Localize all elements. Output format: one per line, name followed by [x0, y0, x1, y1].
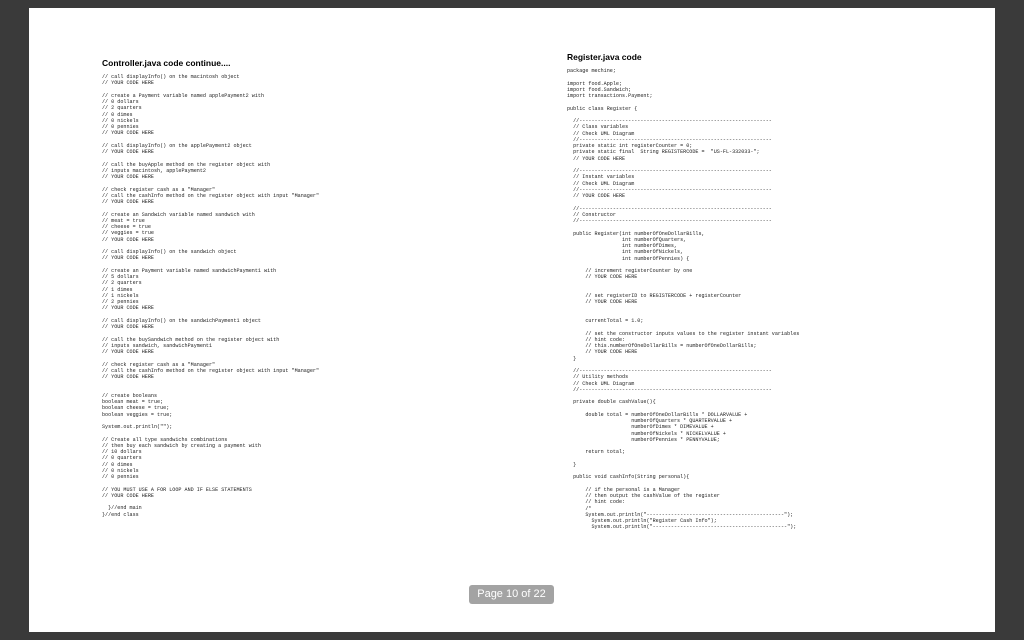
code-line: // 10 dollars: [102, 449, 142, 455]
code-line: // create booleans: [102, 392, 158, 399]
code-line: public Register(int numberOfOneDollarBills,: [567, 230, 705, 237]
controller-code-column: [102, 58, 502, 518]
code-line: import food.Apple;: [567, 80, 623, 87]
code-line: // 2 quarters: [102, 105, 142, 112]
code-line: // Check UML Diagram: [567, 180, 635, 187]
code-line: // meat = true: [102, 217, 145, 224]
code-line: private static final String REGISTERCODE = "US-FL-332033-";: [567, 149, 760, 156]
code-line: currentTotal = 1.0;: [567, 318, 644, 324]
code-line: // check register cash as a "Manager": [102, 361, 216, 368]
code-line: // if the personal is a Manager: [567, 486, 681, 493]
code-line: //---------------------------------------------------------------: [567, 368, 772, 374]
code-line: boolean veggies = true;: [102, 411, 173, 418]
code-line: //---------------------------------------------------------------: [567, 218, 772, 224]
code-line: // YOUR CODE HERE: [567, 299, 638, 306]
code-line: // call the buyApple method on the register object with: [102, 161, 271, 168]
code-line: // 2 quarters: [102, 280, 142, 287]
code-line: // 2 pennies: [102, 299, 139, 305]
code-line: public void cashInfo(String personal){: [567, 474, 690, 481]
code-line: numberOfDimes * DIMEVALUE +: [567, 424, 714, 431]
code-line: // create an Sandwich variable named sandwich with: [102, 211, 255, 218]
code-line: // Create all type sandwichs combinations: [102, 436, 228, 443]
code-line: import food.Sandwich;: [567, 86, 632, 93]
code-line: //---------------------------------------------------------------: [567, 136, 772, 143]
code-line: // call displayInfo() on the sandwichPayment1 object: [102, 317, 261, 324]
code-line: // call the cashInfo method on the register object with input "Manager": [102, 367, 320, 374]
code-line: // Instant variables: [567, 174, 635, 181]
code-line: }: [567, 461, 577, 468]
code-line: numberOfPennies * PENNYVALUE;: [567, 436, 720, 443]
controller-code-block: [102, 74, 502, 518]
code-line: numberOfNickels * NICKELVALUE +: [567, 430, 726, 437]
code-line: System.out.println("");: [102, 424, 173, 430]
code-line: // call the cashInfo method on the register object with input "Manager": [102, 192, 320, 199]
code-line: }//end class: [102, 511, 139, 518]
code-line: // increment registerCounter by one: [567, 268, 693, 274]
document-page: [29, 8, 995, 632]
code-line: // 5 dollars: [102, 274, 139, 280]
code-line: // inputs sandwich, sandwichPayment1: [102, 342, 213, 349]
register-section-heading: Register.java code: [567, 52, 642, 62]
code-line: // create a Payment variable named applePayment2 with: [102, 92, 265, 99]
page-indicator: Page 10 of 22: [469, 585, 554, 604]
code-line: // 0 nickels: [102, 117, 139, 124]
code-line: double total = numberOfOneDollarBills * DOLLARVALUE +: [567, 411, 748, 418]
code-line: // inputs macintosh, applePayment2: [102, 167, 206, 174]
code-line: private double cashValue(){: [567, 399, 656, 406]
code-line: boolean meat = true;: [102, 399, 164, 405]
code-line: // cheese = true: [102, 224, 151, 230]
code-line: int numberOfDimes,: [567, 243, 678, 249]
code-line: // then buy each sandwich by creating a payment with: [102, 442, 261, 449]
code-line: // YOUR CODE HERE: [567, 155, 626, 162]
code-line: // this.numberOfOneDollarBills = numberOfOneDollarBills;: [567, 343, 757, 349]
code-line: numberOfQuarters * QUARTERVALUE +: [567, 418, 733, 424]
code-line: int numberOfPennies) {: [567, 255, 690, 262]
code-line: // Class variables: [567, 124, 629, 131]
code-line: // then output the cashValue of the register: [567, 493, 720, 499]
code-line: }: [567, 355, 577, 362]
register-code-block: [567, 68, 987, 531]
code-line: // create an Payment variable named sandwichPayment1 with: [102, 267, 277, 274]
code-line: // Check UML Diagram: [567, 380, 635, 387]
code-line: // 0 quarters: [102, 455, 142, 462]
code-line: // veggies = true: [102, 230, 154, 237]
code-line: // YOUR CODE HERE: [567, 274, 638, 281]
code-line: boolean cheese = true;: [102, 405, 170, 412]
code-line: int numberOfQuarters,: [567, 236, 687, 243]
code-line: import transactions.Payment;: [567, 93, 653, 99]
code-line: // set registerID to REGISTERCODE + registerCounter: [567, 293, 742, 299]
code-line: // call displayInfo() on the macintosh object: [102, 74, 240, 80]
code-line: // call displayInfo() on the sandwich object: [102, 249, 237, 255]
code-line: System.out.println("---------------------------------------------");: [567, 511, 794, 518]
code-line: // YOUR CODE HERE: [102, 130, 154, 137]
code-line: System.out.println("Register Cash Info");: [567, 518, 717, 524]
code-line: // 0 pennies: [102, 474, 139, 480]
code-line: // YOUR CODE HERE: [102, 199, 154, 205]
code-line: // YOUR CODE HERE: [102, 174, 154, 180]
code-line: // check register cash as a "Manager": [102, 186, 216, 193]
code-line: // YOUR CODE HERE: [102, 374, 154, 380]
code-line: // call displayInfo() on the applePayment2 object: [102, 142, 252, 149]
code-line: // 0 pennies: [102, 124, 139, 130]
code-line: // 0 dimes: [102, 111, 133, 118]
code-line: private static int registerCounter = 0;: [567, 143, 693, 149]
code-line: package mechine;: [567, 68, 616, 74]
code-line: //---------------------------------------------------------------: [567, 118, 772, 124]
code-line: // call the buySandwich method on the register object with: [102, 336, 280, 343]
code-line: System.out.println("--------------------------------------------");: [567, 524, 797, 531]
code-line: // YOUR CODE HERE: [102, 149, 154, 155]
code-line: // YOUR CODE HERE: [102, 305, 154, 312]
code-line: // hint code:: [567, 336, 626, 343]
code-line: public class Register {: [567, 105, 638, 112]
code-line: // YOU MUST USE A FOR LOOP AND IF ELSE STATEMENTS: [102, 486, 252, 493]
register-code-column: [567, 52, 987, 531]
code-line: //---------------------------------------------------------------: [567, 205, 772, 212]
controller-section-heading: Controller.java code continue....: [102, 58, 231, 68]
code-line: // 1 dimes: [102, 286, 133, 293]
code-line: int numberOfNickels,: [567, 249, 684, 256]
code-line: // YOUR CODE HERE: [102, 80, 154, 87]
code-line: }//end main: [102, 505, 142, 512]
code-line: /*: [567, 505, 592, 512]
code-line: // hint code:: [567, 499, 626, 506]
code-line: // YOUR CODE HERE: [102, 324, 154, 330]
code-line: //---------------------------------------------------------------: [567, 186, 772, 193]
code-line: // YOUR CODE HERE: [567, 193, 626, 199]
code-line: // 0 dollars: [102, 99, 139, 105]
code-line: // YOUR CODE HERE: [102, 255, 154, 262]
code-line: // 0 nickels: [102, 467, 139, 474]
code-line: // Utility methods: [567, 374, 629, 381]
code-line: // YOUR CODE HERE: [102, 349, 154, 355]
code-line: // set the constructor inputs values to the register instant variables: [567, 330, 800, 337]
code-line: // YOUR CODE HERE: [102, 492, 154, 499]
code-line: // 1 nickels: [102, 292, 139, 299]
code-line: // 0 dimes: [102, 461, 133, 468]
code-line: // Constructor: [567, 211, 616, 218]
code-line: //---------------------------------------------------------------: [567, 168, 772, 174]
code-line: // YOUR CODE HERE: [567, 349, 638, 356]
code-line: // Check UML Diagram: [567, 130, 635, 137]
code-line: //---------------------------------------------------------------: [567, 386, 772, 393]
code-line: return total;: [567, 449, 626, 456]
code-line: // YOUR CODE HERE: [102, 236, 154, 243]
